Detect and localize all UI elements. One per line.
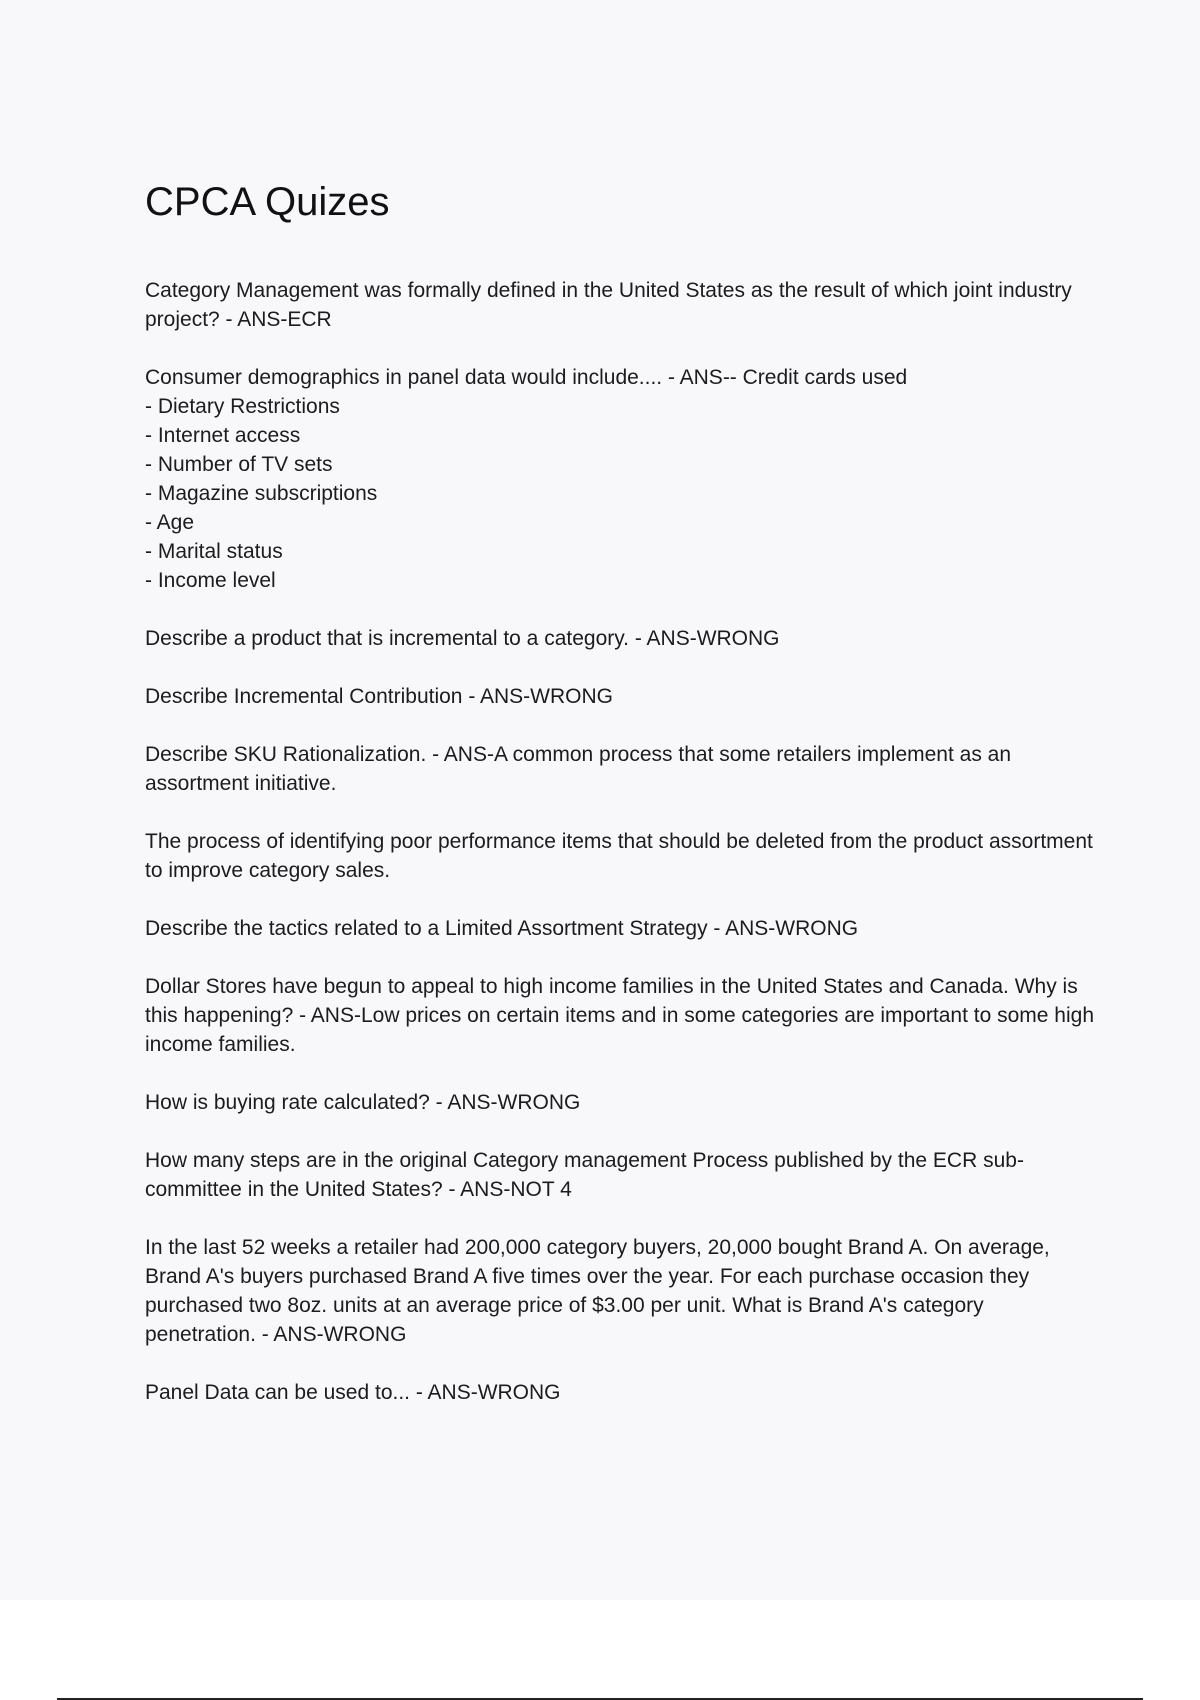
qa-item: Describe a product that is incremental to a category. - ANS-WRONG [145,627,780,650]
qa-item: Describe Incremental Contribution - ANS-WRONG [145,685,613,708]
document-content [145,178,1100,1436]
qa-item: The process of identifying poor performance items that should be deleted from the product assortment to improve category sales. [145,830,1099,882]
qa-item: Dollar Stores have begun to appeal to high income families in the United States and Canada. Why is this happening? - ANS-Low prices on certain items and in some categories are important to some high income families. [145,975,1100,1056]
qa-item: How is buying rate calculated? - ANS-WRONG [145,1091,581,1114]
qa-item: Describe SKU Rationalization. - ANS-A common process that some retailers implement as an assortment initiative. [145,743,1017,795]
qa-item: How many steps are in the original Category management Process published by the ECR sub-committee in the United States? - ANS-NOT 4 [145,1149,1024,1201]
qa-item: In the last 52 weeks a retailer had 200,000 category buyers, 20,000 bought Brand A. On average, Brand A's buyers purchased Brand A five times over the year. For each purchase occasion they purchased two 8oz. units at an average price of $3.00 per unit. What is Brand A's category penetration. - ANS-WRONG [145,1236,1056,1346]
page-title: CPCA Quizes [145,180,390,224]
qa-item: Consumer demographics in panel data would include.... - ANS-- Credit cards used - Dietary Restrictions - Internet access - Number of TV sets - Magazine subscriptions - Age - Marital status - Income level [145,366,908,592]
qa-item: Category Management was formally defined in the United States as the result of which joint industry project? - ANS-ECR [145,279,1078,331]
qa-item: Panel Data can be used to... - ANS-WRONG [145,1381,561,1404]
qa-item: Describe the tactics related to a Limited Assortment Strategy - ANS-WRONG [145,917,859,940]
